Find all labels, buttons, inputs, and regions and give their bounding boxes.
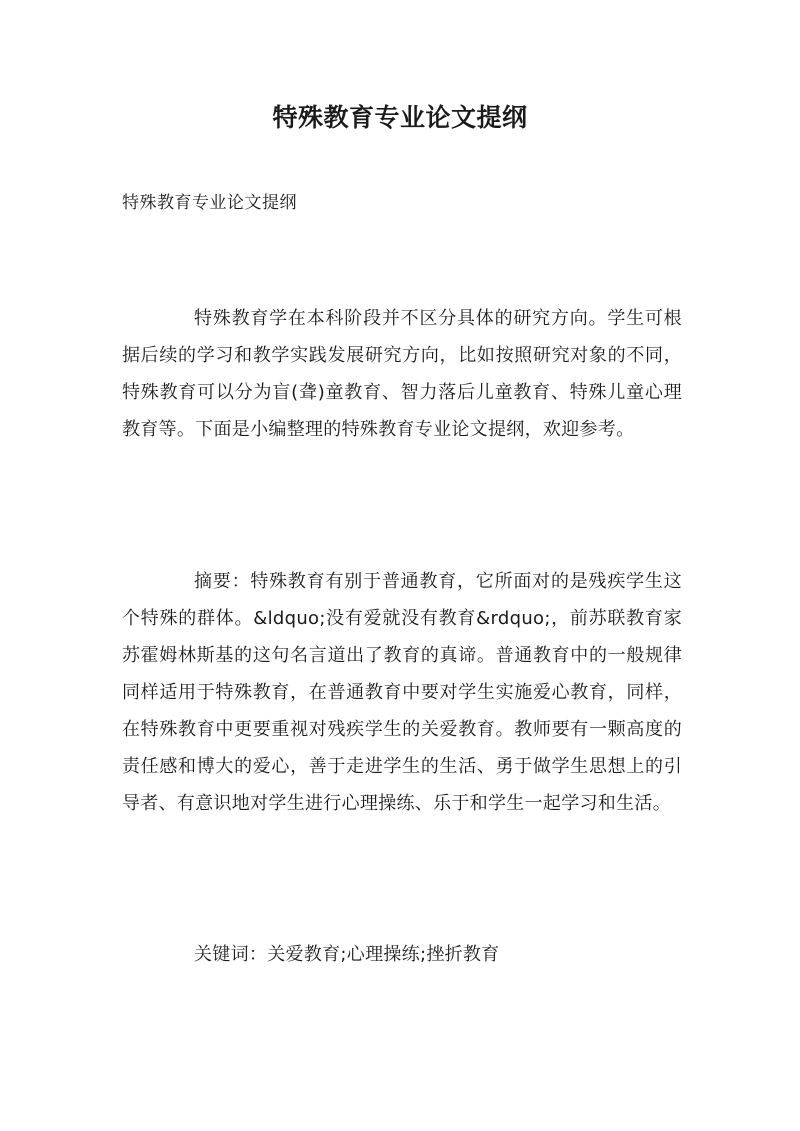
page-title: 特殊教育专业论文提纲 xyxy=(272,103,528,132)
abstract-paragraph: 摘要：特殊教育有别于普通教育，它所面对的是残疾学生这个特殊的群体。&ldquo;没有爱就没有教育&rdquo;，前苏联教育家苏霍姆林斯基的这句名言道出了教育的真谛。普通教育中的一般规律同样适用于特殊教育，在普通教育中要对学生实施爱心教育，同样，在特殊教育中更要重视对残疾学生的关爱教育。教师要有一颗高度的责任感和博大的爱心，善于走进学生的生活、勇于做学生思想上的引导者、有意识地对学生进行心理操练、乐于和学生一起学习和生活。 xyxy=(122,571,682,814)
document-subtitle: 特殊教育专业论文提纲 xyxy=(122,193,297,213)
keywords-line: 关键词：关爱教育;心理操练;挫折教育 xyxy=(194,944,500,965)
intro-paragraph: 特殊教育学在本科阶段并不区分具体的研究方向。学生可根据后续的学习和教学实践发展研究方向，比如按照研究对象的不同，特殊教育可以分为盲(聋)童教育、智力落后儿童教育、特殊儿童心理教育等。下面是小编整理的特殊教育专业论文提纲，欢迎参考。 xyxy=(122,308,682,440)
